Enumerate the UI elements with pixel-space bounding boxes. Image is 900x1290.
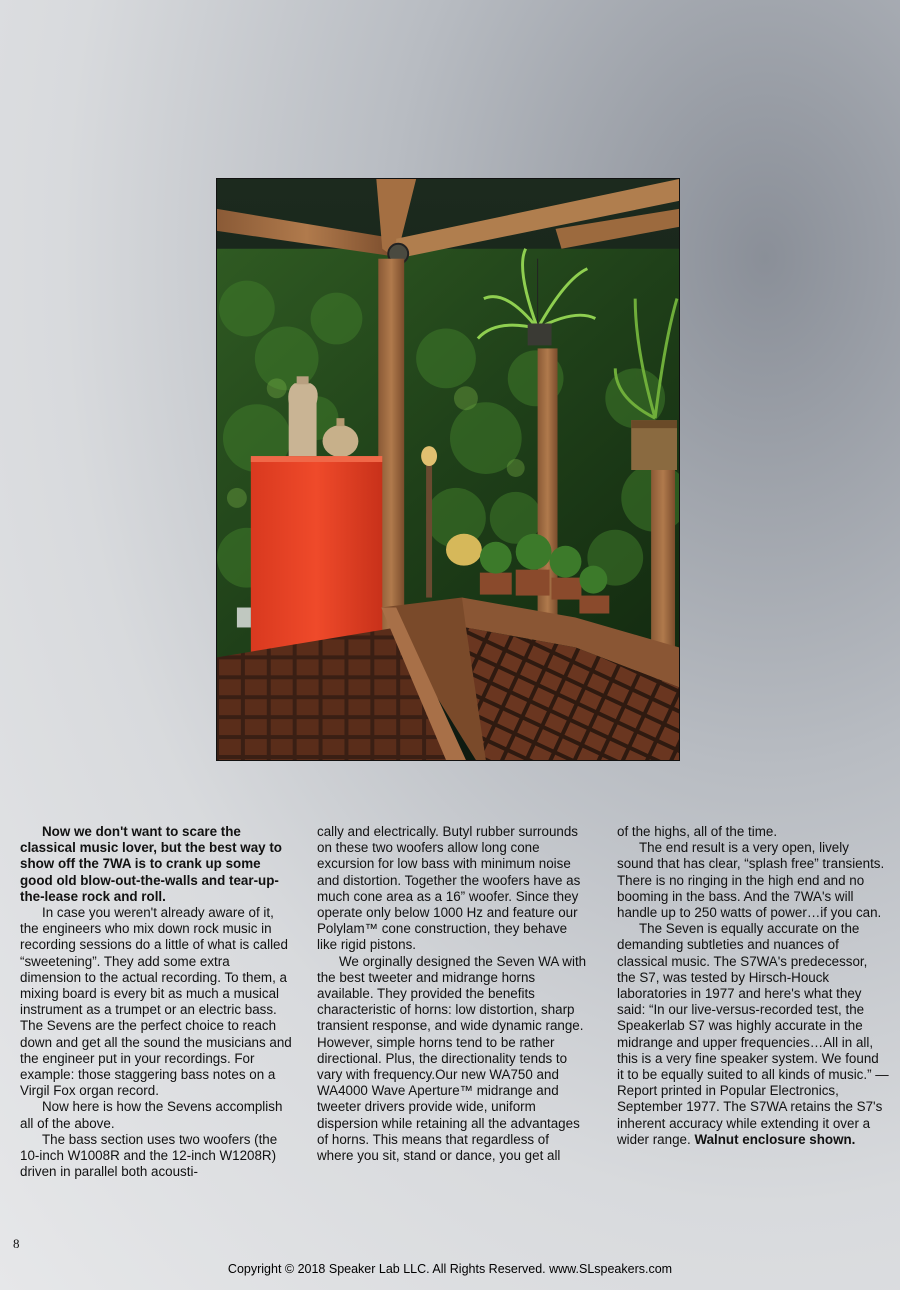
paragraph: The bass section uses two woofers (the 10-inch W1008R and the 12-inch W1208R) driven in parallel both acousti- — [20, 1131, 278, 1180]
paragraph: of the highs, all of the time. — [617, 824, 778, 839]
text-column-2 — [317, 824, 589, 1164]
caption-bold: Walnut enclosure shown. — [694, 1131, 856, 1147]
page-number: 8 — [13, 1236, 20, 1251]
paragraph: In case you weren't already aware of it, the engineers who mix down rock music in recording sessions do a little of what is called “sweetening”. They add some extra dimension to the actual recording. To them, a mixing board is every bit as much a musical instrument as a trumpet or an electric bass. The Sevens are the perfect choice to reach down and get all the sound the musicians and the engineer put in your recordings. For example: those staggering bass notes on a Virgil Fox organ record. — [20, 905, 292, 1099]
paragraph: We orginally designed the Seven WA with the best tweeter and midrange horns available. They provided the benefits characteristic of horns: low distortion, sharp transient response, and wide dynamic range. However, simple horns tend to be rather directional. Plus, the directionality tends to vary with frequency.Our new WA750 and WA4000 Wave Aperture™ midrange and tweeter drivers provide wide, uniform dispersion while retaining all the advantages of horns. This means that regardless of where you sit, stand or dance, you get all — [317, 953, 587, 1164]
paragraph: cally and electrically. Butyl rubber surrounds on these two woofers allow long cone excursion for low bass with minimum noise and distortion. Together the woofers have as much cone area as a 16” woofer. Since they operate only below 1000 Hz and feature our Polylam™ cone construction, they behave like rigid pistons. — [317, 824, 581, 953]
copyright-footer: Copyright © 2018 Speaker Lab LLC. All Rights Reserved. www.SLspeakers.com — [227, 1262, 673, 1276]
paragraph: The end result is a very open, lively sound that has clear, “splash free” transients. There is no ringing in the high end and no booming in the bass. And the 7WA's will handle up to 250 watts of power…if you can. — [617, 840, 885, 921]
text-column-1 — [20, 824, 292, 1180]
paragraph: Now here is how the Sevens accomplish all of the above. — [20, 1099, 283, 1131]
photo-speaker-in-greenhouse — [217, 179, 679, 760]
paragraph-text: The Seven is equally accurate on the demanding subtleties and nuances of classical music. The S7WA's predecessor, the S7, was tested by Hirsch-Houck laboratories in 1977 and here's what they said: “In our live-versus-recorded test, the Speakerlab S7 was highly accurate in the midrange and upper frequencies…All in all, this is a very fine speaker system. We found it to be equally suited to all kinds of music.” —Report printed in Popular Electronics, September 1977. The S7WA retains the S7's inherent accuracy while extending it over a wider range. — [617, 921, 889, 1147]
text-column-3 — [617, 824, 889, 1148]
paragraph — [617, 921, 889, 1148]
lead-paragraph: Now we don't want to scare the classical music lover, but the best way to show off the 7WA is to crank up some good old blow-out-the-walls and tear-up-the-lease rock and roll. — [20, 824, 282, 904]
product-photo — [216, 178, 680, 761]
